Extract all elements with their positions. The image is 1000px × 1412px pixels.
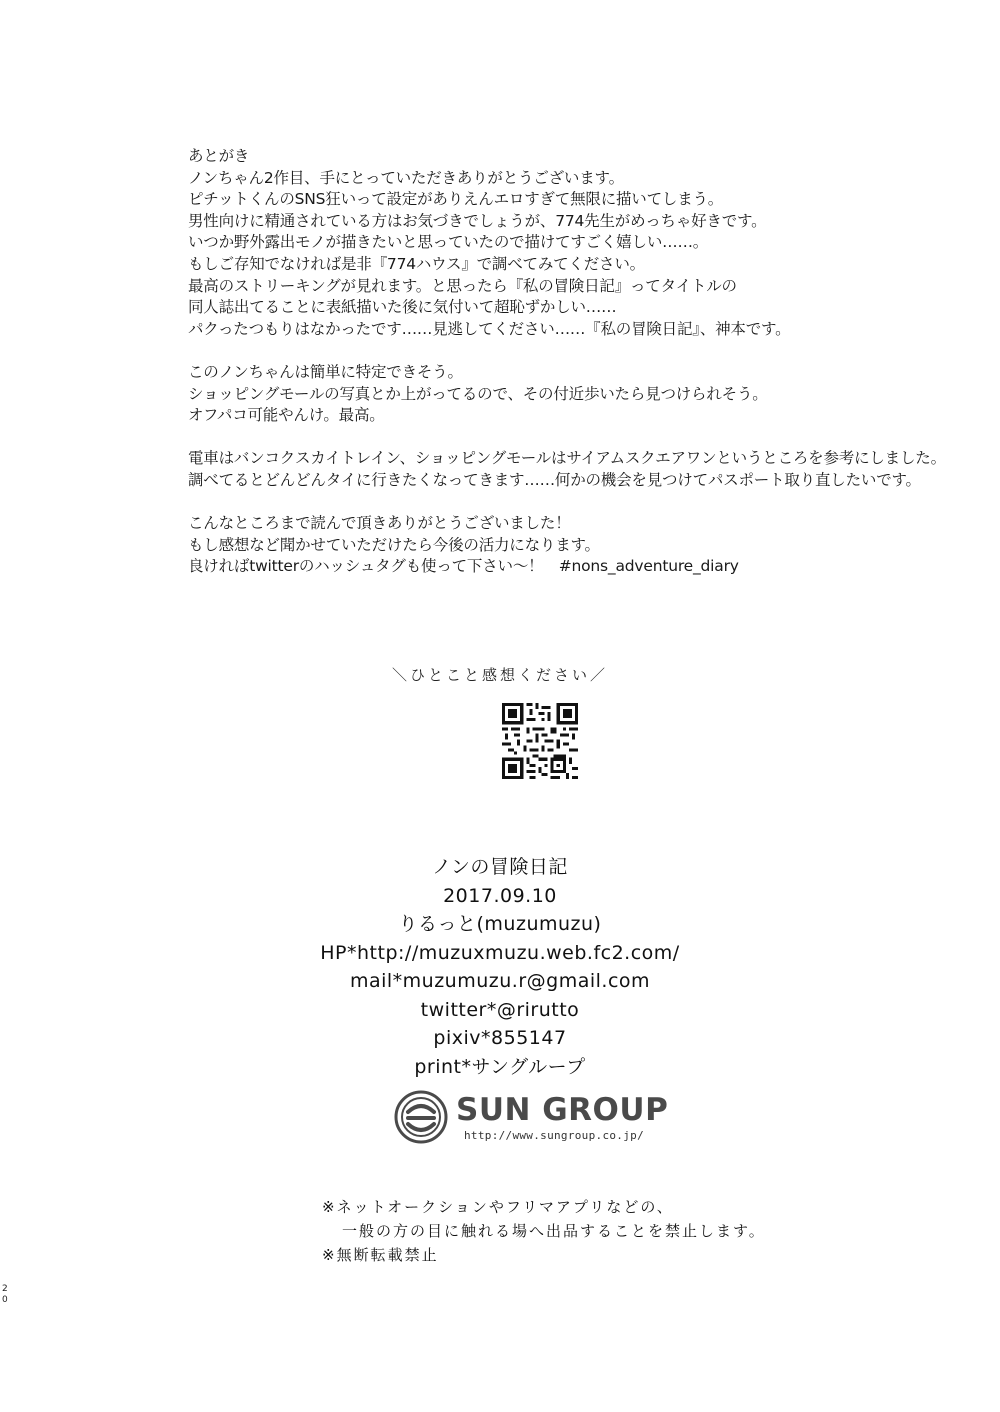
publish-date: 2017.09.10 bbox=[443, 884, 557, 907]
afterword-line: もし感想など聞かせていただけたら今後の活力になります。 bbox=[188, 535, 600, 554]
printer-logo bbox=[394, 1088, 684, 1148]
afterword bbox=[188, 146, 968, 599]
afterword-paragraph-4 bbox=[188, 513, 968, 578]
afterword-line: こんなところまで読んで頂きありがとうございました！ bbox=[188, 514, 571, 533]
colophon bbox=[0, 853, 1000, 1081]
feedback-label: ＼ひとこと感想ください／ bbox=[391, 666, 608, 684]
afterword-line: 電車はバンコクスカイトレイン、ショッピングモールはサイアムスクエアワンというところを参考にしました。 bbox=[188, 449, 946, 468]
sun-group-logo-icon bbox=[394, 1090, 448, 1144]
twitter-handle[interactable]: twitter*@rirutto bbox=[420, 998, 580, 1021]
afterword-line: 調べてるとどんどんタイに行きたくなってきます……何かの機会を見つけてパスポート取り直したいです。 bbox=[188, 470, 921, 489]
homepage-link[interactable]: HP*http://muzuxmuzu.web.fc2.com/ bbox=[320, 941, 680, 964]
afterword-line: パクったつもりはなかったです……見逃してください……『私の冒険日記』、神本です。 bbox=[188, 319, 791, 338]
afterword-line: 最高のストリーキングが見れます。と思ったら『私の冒険日記』ってタイトルの bbox=[188, 276, 737, 295]
afterword-line: ショッピングモールの写真とか上がってるので、その付近歩いたら見つけられそう。 bbox=[188, 384, 768, 403]
afterword-line: オフパコ可能やんけ。最高。 bbox=[188, 406, 385, 425]
afterword-line: 同人誌出てることに表紙描いた後に気付いて超恥ずかしい…… bbox=[188, 298, 617, 317]
afterword-line: 良ければtwitterのハッシュタグも使って下さい〜！ #nons_adventure_diary bbox=[188, 557, 739, 576]
page-number: 20 bbox=[2, 1284, 8, 1305]
afterword-line: ピチットくんのSNS狂いって設定がありえんエロすぎて無限に描いてしまう。 bbox=[188, 190, 724, 209]
qr-code-icon[interactable] bbox=[502, 703, 578, 779]
afterword-paragraph-3 bbox=[188, 448, 968, 491]
author-name: りるっと(muzumuzu) bbox=[398, 913, 602, 935]
printer-credit: print*サングループ bbox=[414, 1055, 586, 1078]
notice-line-2: 一般の方の目に触れる場へ出品することを禁止します。 bbox=[342, 1222, 766, 1240]
afterword-paragraph-2 bbox=[188, 362, 968, 427]
afterword-line: ノンちゃん2作目、手にとっていただきありがとうございます。 bbox=[188, 168, 624, 187]
afterword-heading: あとがき bbox=[188, 147, 250, 165]
notice-line-1: ※ネットオークションやフリマアプリなどの、 bbox=[322, 1198, 674, 1216]
afterword-paragraph-1 bbox=[188, 168, 968, 341]
book-title: ノンの冒険日記 bbox=[432, 856, 568, 878]
pixiv-id: pixiv*855147 bbox=[433, 1027, 567, 1049]
afterword-line: いつか野外露出モノが描きたいと思っていたので描けてすごく嬉しい……。 bbox=[188, 233, 709, 252]
printer-logo-name: SUN GROUP bbox=[456, 1092, 669, 1128]
printer-logo-url[interactable]: http://www.sungroup.co.jp/ bbox=[464, 1129, 644, 1142]
afterword-line: このノンちゃんは簡単に特定できそう。 bbox=[188, 362, 463, 381]
afterword-line: 男性向けに精通されている方はお気づきでしょうが、774先生がめっちゃ好きです。 bbox=[188, 211, 767, 230]
mail-address[interactable]: mail*muzumuzu.r@gmail.com bbox=[349, 970, 651, 992]
notice-line-3: ※無断転載禁止 bbox=[322, 1246, 439, 1264]
notice bbox=[322, 1195, 766, 1267]
afterword-line: もしご存知でなければ是非『774ハウス』で調べてみてください。 bbox=[188, 254, 645, 273]
